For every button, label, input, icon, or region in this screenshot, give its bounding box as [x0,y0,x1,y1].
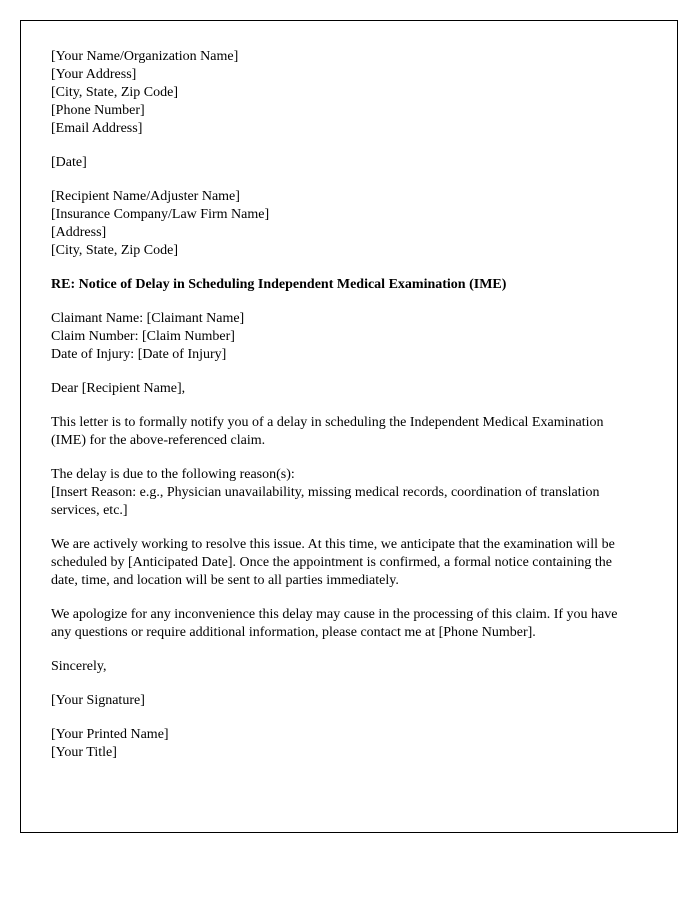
sender-phone: [Phone Number] [51,103,145,118]
body-paragraph-2 [51,466,643,520]
delay-reason-placeholder: [Insert Reason: e.g., Physician unavailability, missing medical records, coordination of translation services, etc.] [51,485,603,518]
recipient-city-state-zip: [City, State, Zip Code] [51,243,179,258]
body-paragraph-1: This letter is to formally notify you of a delay in scheduling the Independent Medical Examination (IME) for the above-referenced claim. [51,415,604,448]
recipient-address-block [51,188,643,260]
salutation-line: Dear [Recipient Name], [51,381,186,396]
sender-email: [Email Address] [51,121,143,136]
body-paragraph-4: We apologize for any inconvenience this delay may cause in the processing of this claim. If you have any questions or require additional information, please contact me at [Phone Number]. [51,607,618,640]
sender-address: [Your Address] [51,67,137,82]
claim-details-block [51,310,643,364]
recipient-name: [Recipient Name/Adjuster Name] [51,189,240,204]
sender-address-block [51,48,643,138]
signer-title: [Your Title] [51,745,117,760]
date-of-injury-line: Date of Injury: [Date of Injury] [51,347,227,362]
date-block [51,154,643,172]
claim-number-line: Claim Number: [Claim Number] [51,329,235,344]
claimant-name-line: Claimant Name: [Claimant Name] [51,311,245,326]
sender-city-state-zip: [City, State, Zip Code] [51,85,179,100]
recipient-address: [Address] [51,225,107,240]
letter-page [20,20,678,833]
body-paragraph-3: We are actively working to resolve this issue. At this time, we anticipate that the examination will be scheduled by [Anticipated Date]. Once the appointment is confirmed, a formal notice containing the date, time, and location will be sent to all parties immediately. [51,537,615,588]
closing-line: Sincerely, [51,659,107,674]
salutation-block [51,380,643,398]
signer-block [51,726,643,762]
closing-block [51,658,643,676]
date-line: [Date] [51,155,87,170]
delay-reason-intro: The delay is due to the following reason(s): [51,467,295,482]
subject-line: RE: Notice of Delay in Scheduling Independent Medical Examination (IME) [51,277,507,292]
signature-placeholder: [Your Signature] [51,693,145,708]
signer-printed-name: [Your Printed Name] [51,727,169,742]
sender-name: [Your Name/Organization Name] [51,49,239,64]
recipient-company: [Insurance Company/Law Firm Name] [51,207,270,222]
signature-block [51,692,643,710]
